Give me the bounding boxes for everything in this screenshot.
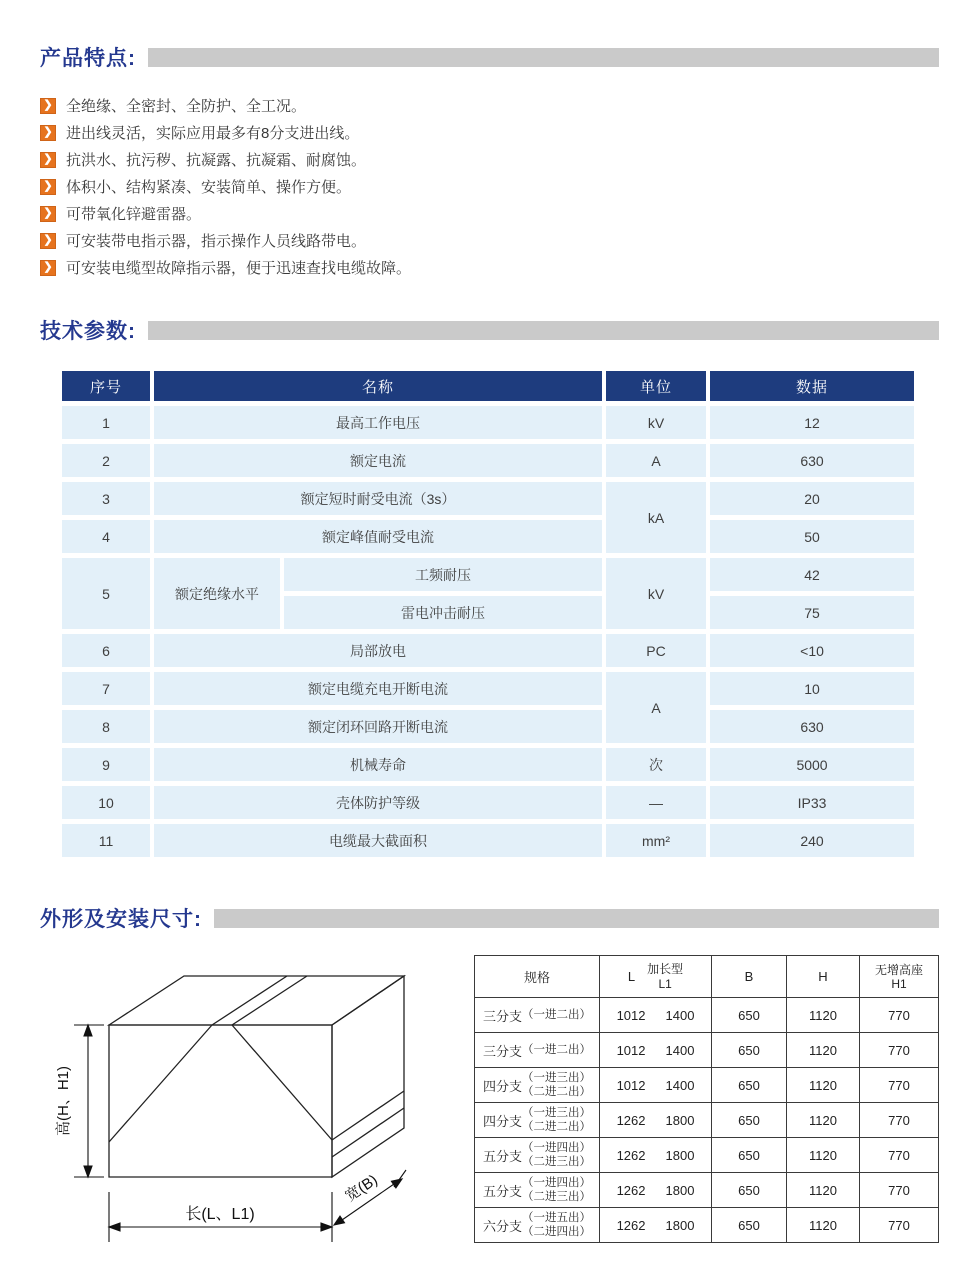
- cell-b: 650: [712, 1208, 787, 1243]
- cell-h: 1120: [787, 1103, 860, 1138]
- cell-value: 75: [710, 596, 914, 629]
- cell-no: 3: [62, 482, 150, 515]
- feature-item: [40, 173, 939, 200]
- feature-item: [40, 200, 939, 227]
- table-row: [62, 672, 914, 705]
- cell-no: 5: [62, 558, 150, 629]
- feature-text: 可带氧化锌避雷器。: [66, 206, 202, 223]
- cell-h1: 770: [860, 998, 939, 1033]
- cell-spec: 五分支 （一进四出） （二进三出）: [475, 1173, 600, 1208]
- table-row: [475, 1103, 939, 1138]
- chevron-right-icon: ❯: [40, 260, 56, 276]
- cell-h: 1120: [787, 1208, 860, 1243]
- cell-h: 1120: [787, 998, 860, 1033]
- tech-section-header: [40, 315, 939, 345]
- cell-unit: PC: [606, 634, 706, 667]
- cell-l: 1012 1400: [600, 998, 712, 1033]
- col-header-b: B: [712, 956, 787, 998]
- table-row: [62, 824, 914, 857]
- col-header-spec: 规格: [475, 956, 600, 998]
- cell-b: 650: [712, 1173, 787, 1208]
- feature-text: 可安装电缆型故障指示器，便于迅速查找电缆故障。: [66, 260, 412, 277]
- cell-l: 1012 1400: [600, 1068, 712, 1103]
- feature-text: 进出线灵活，实际应用最多有8分支进出线。: [66, 125, 360, 142]
- cell-no: 2: [62, 444, 150, 477]
- chevron-right-icon: ❯: [40, 98, 56, 114]
- chevron-right-icon: ❯: [40, 152, 56, 168]
- cell-l: 1262 1800: [600, 1208, 712, 1243]
- table-row: [62, 558, 914, 591]
- table-row: [475, 1138, 939, 1173]
- chevron-right-icon: ❯: [40, 206, 56, 222]
- cell-value: 630: [710, 710, 914, 743]
- box-right-face: [332, 976, 404, 1177]
- section-title-features: 产品特点:: [40, 47, 136, 70]
- features-section-header: [40, 42, 939, 72]
- cell-name: 机械寿命: [154, 748, 602, 781]
- section-title-dims: 外形及安装尺寸:: [40, 908, 202, 931]
- cell-group-name: 额定绝缘水平: [154, 558, 280, 629]
- cell-h1: 770: [860, 1033, 939, 1068]
- cell-spec: 三分支 （一进二出）: [475, 998, 600, 1033]
- cell-h1: 770: [860, 1208, 939, 1243]
- section-title-bar: [148, 48, 939, 67]
- cell-value: 5000: [710, 748, 914, 781]
- cell-name: 额定闭环回路开断电流: [154, 710, 602, 743]
- table-row: [475, 1068, 939, 1103]
- cell-sub-name: 工频耐压: [284, 558, 602, 591]
- cell-value: 630: [710, 444, 914, 477]
- header-h1-line1: 无增高座: [874, 962, 923, 977]
- cell-value: 42: [710, 558, 914, 591]
- cell-unit: 次: [606, 748, 706, 781]
- cell-name: 额定电缆充电开断电流: [154, 672, 602, 705]
- cell-no: 4: [62, 520, 150, 553]
- table-row: [62, 748, 914, 781]
- feature-item: [40, 227, 939, 254]
- cell-value: <10: [710, 634, 914, 667]
- front-diagonal-lines: [109, 1025, 332, 1142]
- cell-no: 11: [62, 824, 150, 857]
- cell-unit: —: [606, 786, 706, 819]
- section-title-tech: 技术参数:: [40, 320, 136, 343]
- cell-value: 20: [710, 482, 914, 515]
- cell-name: 壳体防护等级: [154, 786, 602, 819]
- diagram-length-label: 长(L、L1): [185, 1206, 255, 1223]
- feature-text: 全绝缘、全密封、全防护、全工况。: [66, 98, 307, 115]
- cell-spec: 三分支 （一进二出）: [475, 1033, 600, 1068]
- section-title-bar: [214, 909, 939, 928]
- table-header-row: [475, 956, 939, 998]
- table-row: [62, 634, 914, 667]
- diagram-width-label: 宽(B): [342, 1171, 381, 1206]
- cell-spec: 五分支 （一进四出） （二进三出）: [475, 1138, 600, 1173]
- col-header-h: H: [787, 956, 860, 998]
- cell-value: 12: [710, 406, 914, 439]
- cell-h: 1120: [787, 1138, 860, 1173]
- cell-h: 1120: [787, 1173, 860, 1208]
- col-header-no: 序号: [62, 371, 150, 401]
- col-header-name: 名称: [154, 371, 602, 401]
- feature-item: [40, 119, 939, 146]
- feature-text: 体积小、结构紧凑、安装简单、操作方便。: [66, 179, 352, 196]
- cell-no: 7: [62, 672, 150, 705]
- features-list: [40, 92, 939, 281]
- dims-section-header: [40, 903, 939, 933]
- cell-sub-name: 雷电冲击耐压: [284, 596, 602, 629]
- cell-spec: 四分支 （一进三出） （二进二出）: [475, 1068, 600, 1103]
- table-row: [62, 520, 914, 553]
- tech-params-table: [58, 366, 918, 862]
- feature-item: [40, 92, 939, 119]
- section-title-bar: [148, 321, 939, 340]
- cell-name: 局部放电: [154, 634, 602, 667]
- cell-name: 额定峰值耐受电流: [154, 520, 602, 553]
- cell-no: 6: [62, 634, 150, 667]
- cell-h1: 770: [860, 1173, 939, 1208]
- table-row: [475, 1033, 939, 1068]
- cell-unit-merged: kV: [606, 558, 706, 629]
- cell-value: IP33: [710, 786, 914, 819]
- dimensions-table: [474, 955, 939, 1243]
- right-band-lines: [332, 1091, 404, 1157]
- cell-name: 最高工作电压: [154, 406, 602, 439]
- box-top-face: [109, 976, 404, 1025]
- col-header-value: 数据: [710, 371, 914, 401]
- cell-l: 1262 1800: [600, 1138, 712, 1173]
- cell-spec: 六分支 （一进五出） （二进四出）: [475, 1208, 600, 1243]
- table-header-row: [62, 371, 914, 401]
- col-header-length: [600, 956, 712, 998]
- table-row: [62, 786, 914, 819]
- cell-unit: A: [606, 444, 706, 477]
- cell-value: 50: [710, 520, 914, 553]
- cell-no: 1: [62, 406, 150, 439]
- cell-name: 额定短时耐受电流（3s）: [154, 482, 602, 515]
- table-row: [475, 1173, 939, 1208]
- cell-h1: 770: [860, 1103, 939, 1138]
- diagram-height-label: 高(H、H1): [55, 1066, 72, 1136]
- chevron-right-icon: ❯: [40, 233, 56, 249]
- cell-l: 1012 1400: [600, 1033, 712, 1068]
- table-row: [475, 1208, 939, 1243]
- top-seam-lines: [212, 976, 307, 1025]
- table-row: [62, 406, 914, 439]
- cell-unit-merged: kA: [606, 482, 706, 553]
- cell-name: 额定电流: [154, 444, 602, 477]
- header-h1-line2: H1: [891, 977, 907, 991]
- cell-no: 8: [62, 710, 150, 743]
- col-header-unit: 单位: [606, 371, 706, 401]
- cell-value: 240: [710, 824, 914, 857]
- feature-text: 抗洪水、抗污秽、抗凝露、抗凝霜、耐腐蚀。: [66, 152, 367, 169]
- feature-item: [40, 146, 939, 173]
- cell-h1: 770: [860, 1068, 939, 1103]
- cell-name: 电缆最大截面积: [154, 824, 602, 857]
- col-header-h1: [860, 956, 939, 998]
- header-ext: 加长型: [647, 962, 684, 977]
- cell-no: 9: [62, 748, 150, 781]
- cell-unit-merged: A: [606, 672, 706, 743]
- header-l: L: [627, 969, 636, 984]
- table-row: [62, 444, 914, 477]
- cell-b: 650: [712, 998, 787, 1033]
- cell-no: 10: [62, 786, 150, 819]
- table-row: [475, 998, 939, 1033]
- chevron-right-icon: ❯: [40, 125, 56, 141]
- outline-drawing: [40, 955, 460, 1270]
- cell-l: 1262 1800: [600, 1173, 712, 1208]
- chevron-right-icon: ❯: [40, 179, 56, 195]
- table-row: [62, 710, 914, 743]
- cell-spec: 四分支 （一进三出） （二进二出）: [475, 1103, 600, 1138]
- cell-b: 650: [712, 1103, 787, 1138]
- feature-item: [40, 254, 939, 281]
- cell-unit: kV: [606, 406, 706, 439]
- cell-b: 650: [712, 1138, 787, 1173]
- cell-h: 1120: [787, 1033, 860, 1068]
- cell-b: 650: [712, 1033, 787, 1068]
- header-l1: L1: [658, 976, 672, 991]
- cell-l: 1262 1800: [600, 1103, 712, 1138]
- cell-h1: 770: [860, 1138, 939, 1173]
- feature-text: 可安装带电指示器，指示操作人员线路带电。: [66, 233, 367, 250]
- cell-unit: mm²: [606, 824, 706, 857]
- dimension-diagram: [40, 955, 460, 1275]
- cell-value: 10: [710, 672, 914, 705]
- cell-b: 650: [712, 1068, 787, 1103]
- cell-h: 1120: [787, 1068, 860, 1103]
- table-row: [62, 482, 914, 515]
